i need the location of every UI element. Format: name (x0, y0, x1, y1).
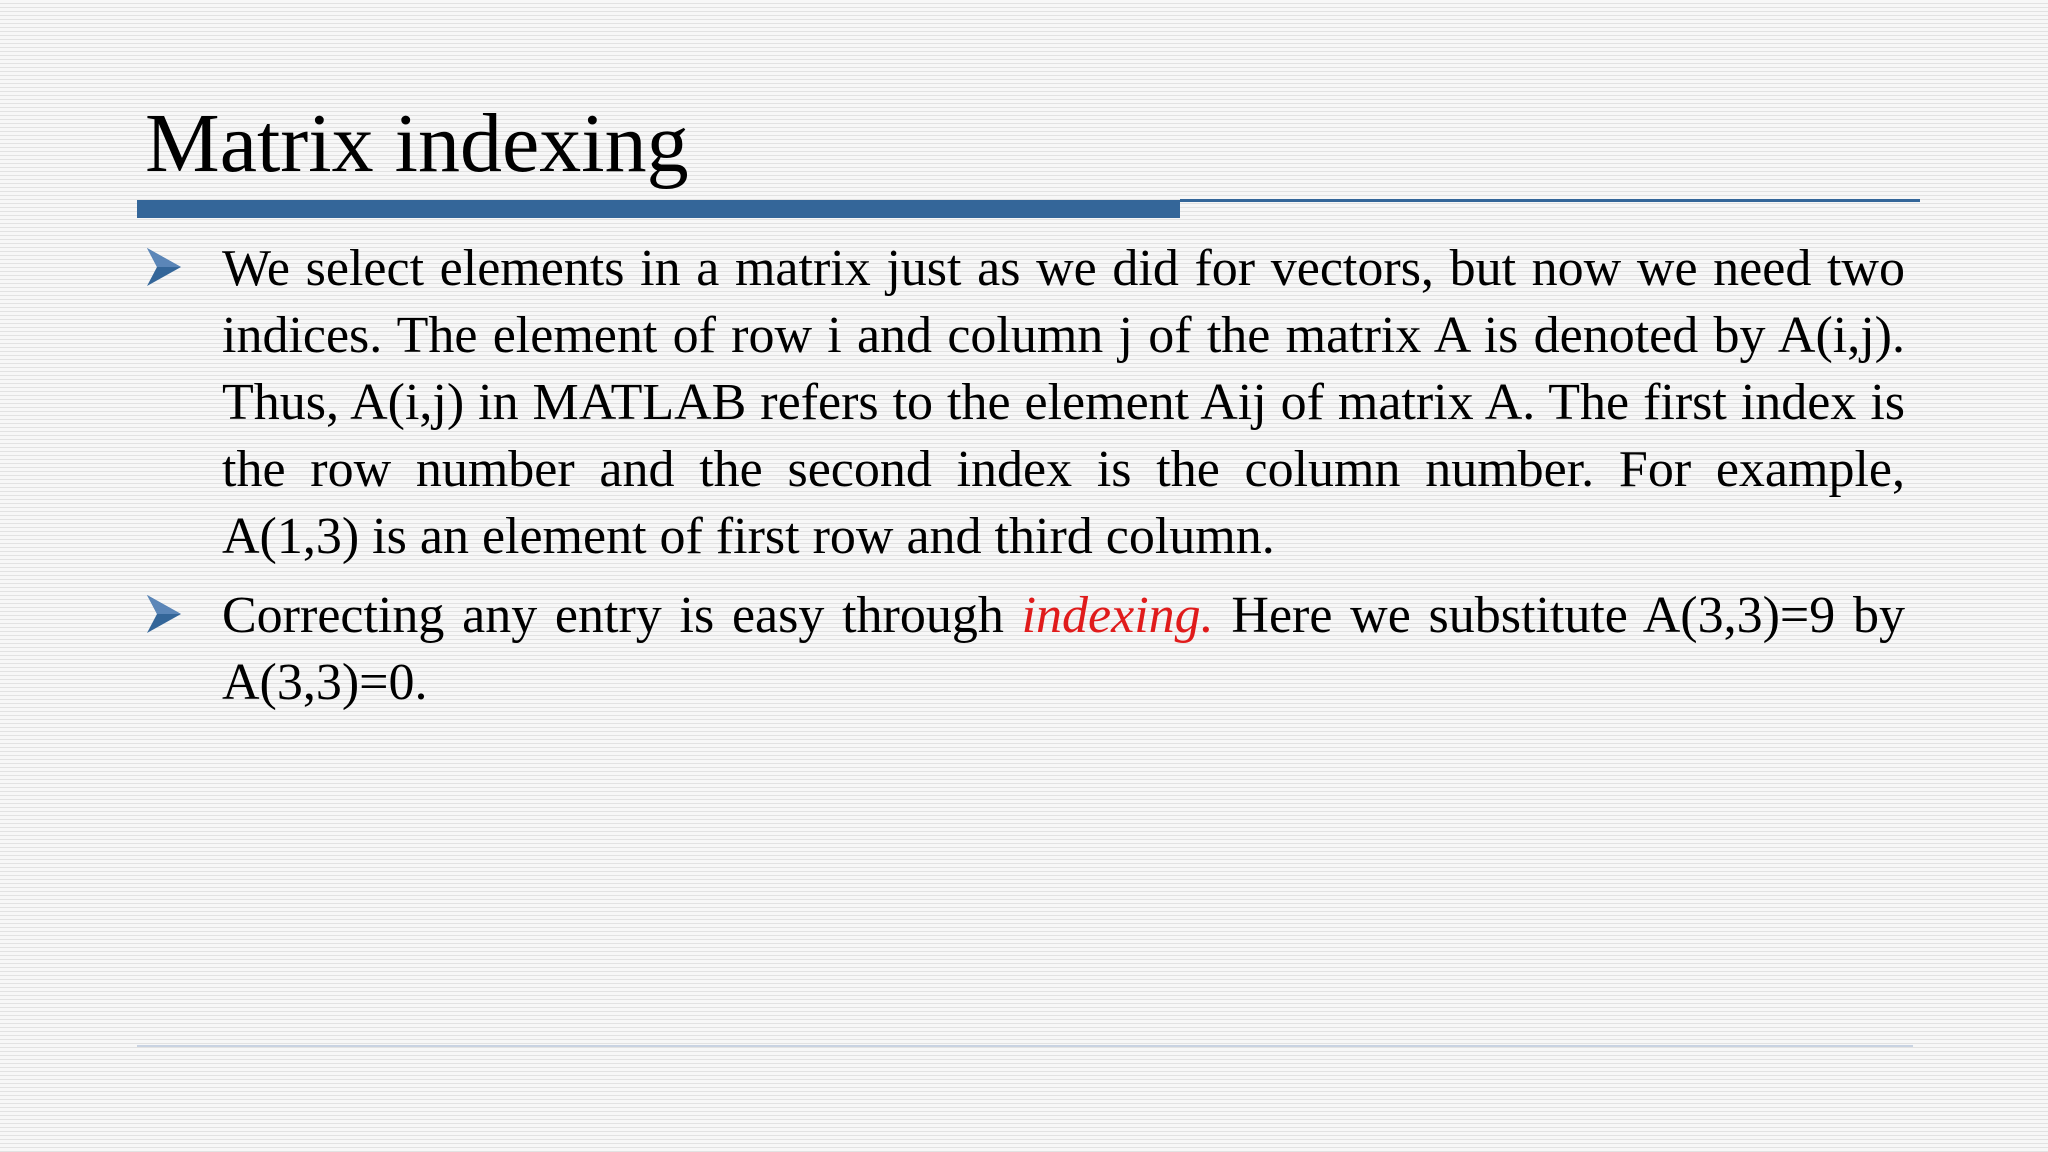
arrowhead-bullet-icon (145, 592, 183, 636)
bullet-text: We select elements in a matrix just as we did for vectors, but now we need two indices. The element of row i and column j of the matrix A is denoted by A(i,j). Thus, A(i,j) in MATLAB refers to the element Aij of matrix A. The first index is the row number and the second index is the column number. For example, A(1,3) is an element of first row and third column. (222, 240, 1905, 565)
bullet-item (145, 235, 1905, 570)
title-underline-rule (1180, 199, 1920, 202)
bullet-text-start: Correcting any entry is easy through (222, 587, 1022, 644)
arrowhead-bullet-icon (145, 245, 183, 289)
bullet-text-end: Here we substitute A(3,3)=9 by A(3,3)=0. (222, 587, 1906, 711)
emphasized-term: indexing. (1021, 587, 1214, 644)
title-underline-bar (137, 200, 1180, 218)
footer-divider (137, 1045, 1913, 1047)
bullet-list (145, 235, 1905, 716)
bullet-item (145, 582, 1905, 716)
slide-title: Matrix indexing (145, 97, 689, 190)
